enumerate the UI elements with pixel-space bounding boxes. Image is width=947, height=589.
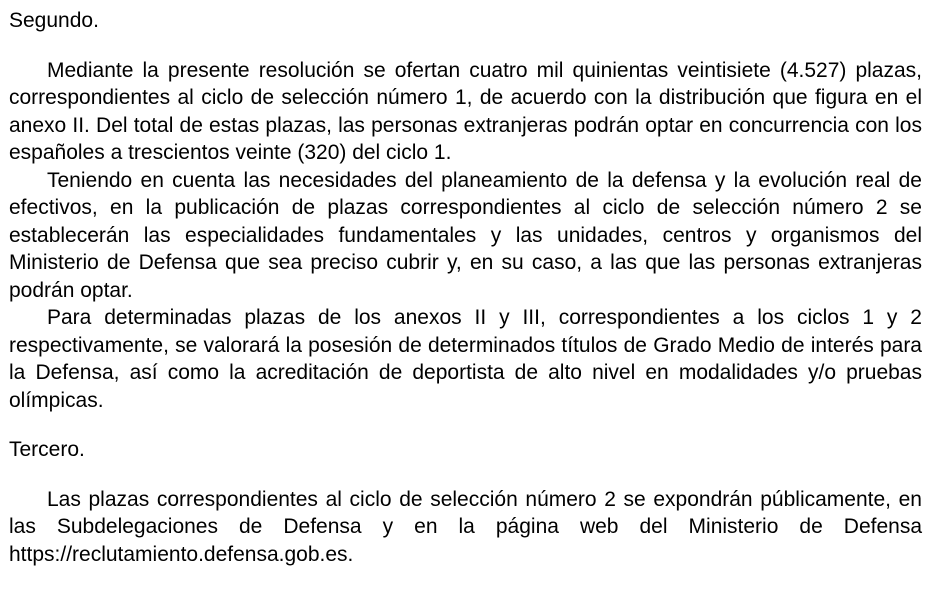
spacer: [9, 35, 922, 57]
paragraph-ciclo-2-especialidades: Teniendo en cuenta las necesidades del planeamiento de la defensa y la evolución real de efectivos, en la publicación de plazas correspondientes al ciclo de selección número 2 se establecerán las especialidades fundamentales y las unidades, centros y organismos del Ministerio de Defensa que sea preciso cubrir y, en su caso, a las que las personas extranjeras podrán optar.: [9, 168, 922, 302]
spacer: [9, 414, 922, 436]
paragraph-titulos-grado-medio: Para determinadas plazas de los anexos II y III, correspondientes a los ciclos 1 y 2 respectivamente, se valorará la posesión de determinados títulos de Grado Medio de interés para la Defensa, así como la acreditación de deportista de alto nivel en modalidades y/o pruebas olímpicas.: [9, 306, 922, 412]
document-body: [9, 7, 922, 568]
paragraph-plazas-ciclo-1: Mediante la presente resolución se ofertan cuatro mil quinientas veintisiete (4.527) plazas, correspondientes al ciclo de selección número 1, de acuerdo con la distribución que figura en el anexo II. Del total de estas plazas, las personas extranjeras podrán optar en concurrencia con los españoles a trescientos veinte (320) del ciclo 1.: [9, 58, 922, 164]
section-heading-segundo: Segundo.: [9, 9, 99, 32]
spacer: [9, 464, 922, 486]
paragraph-exposicion-publica: Las plazas correspondientes al ciclo de selección número 2 se expondrán públicamente, en las Subdelegaciones de Defensa y en la página web del Ministerio de Defensa https://reclutamiento.defensa.gob.es.: [9, 487, 922, 566]
section-heading-tercero: Tercero.: [9, 438, 85, 461]
